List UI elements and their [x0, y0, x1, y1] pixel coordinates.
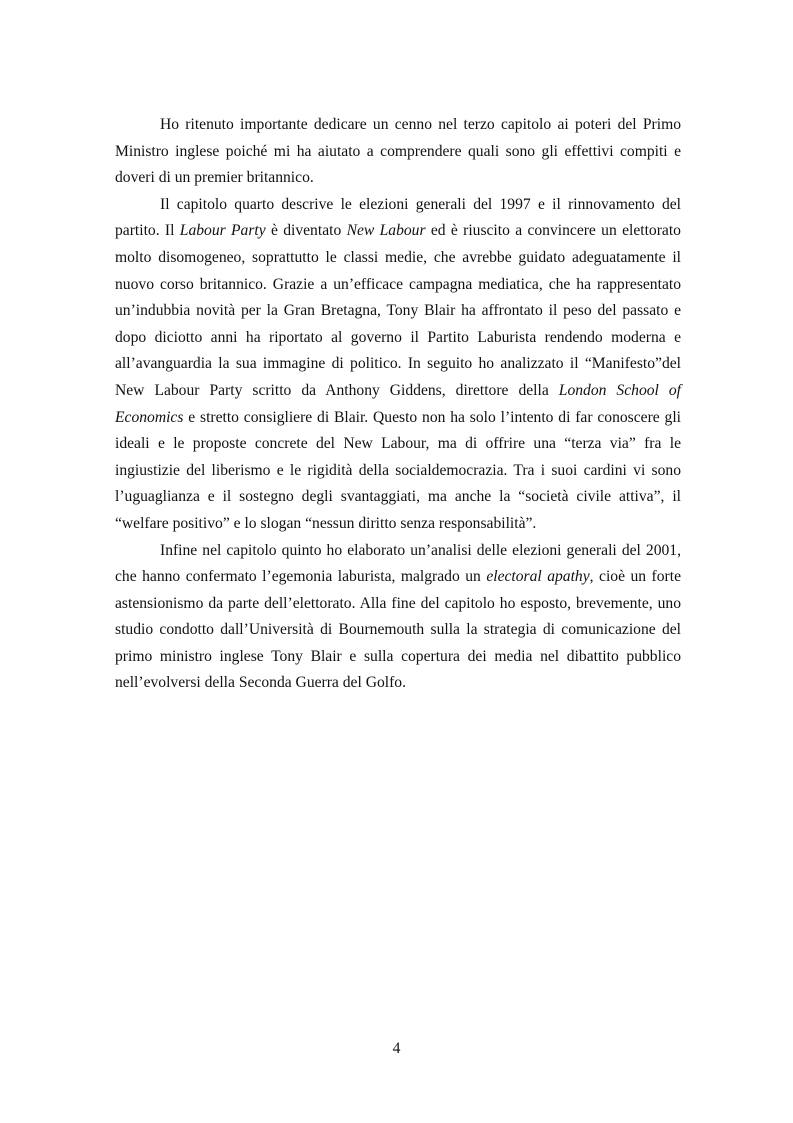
paragraph-text: Infine nel capitolo quinto ho elaborato un’analisi delle elezioni generali del 2001, che hanno confermato l’egemonia laburista, malgrado un — [115, 541, 681, 586]
italic-term: electoral apathy — [486, 568, 590, 586]
italic-term: London School of Economics — [115, 381, 682, 426]
italic-term: Labour Party — [179, 222, 266, 240]
paragraph-text: Ho ritenuto importante dedicare un cenno nel terzo capitolo ai poteri del Primo Ministro inglese poiché mi ha aiutato a comprendere quali sono gli effettivi compiti e doveri di un premier britannico. — [115, 116, 681, 187]
italic-term: New Labour — [346, 222, 426, 240]
paragraph-text: Il capitolo quarto descrive le elezioni generali del 1997 e il rinnovamento del partito. Il — [115, 195, 681, 240]
paragraph-text: è diventato — [265, 222, 347, 240]
paragraph-3 — [115, 538, 681, 698]
paragraph-text: e stretto consigliere di Blair. Questo non ha solo l’intento di far conoscere gli ideali e le proposte concrete del New Labour, ma di offrire una “terza via” fra le ingiustizie del liberismo e le rigidità della socialdemocrazia. Tra i suoi cardini vi sono l’uguaglianza e il sostegno degli svantaggiati, ma anche la “società civile attiva”, il “welfare positivo” e lo slogan “nessun diritto senza responsabilità”. — [115, 408, 681, 532]
paragraph-text: , cioè un forte astensionismo da parte dell’elettorato. Alla fine del capitolo ho esposto, brevemente, uno studio condotto dall’Università di Bournemouth sulla la strategia di comunicazione del primo ministro inglese Tony Blair e sulla copertura dei media nel dibattito pubblico nell’evolversi della Seconda Guerra del Golfo. — [115, 568, 681, 692]
page-number: 4 — [392, 1040, 401, 1057]
paragraph-1 — [115, 112, 681, 192]
body-text — [115, 112, 681, 697]
paragraph-text: ed è riuscito a convincere un elettorato molto disomogeneo, soprattutto le classi medie, che avrebbe guidato adeguatamente il nuovo corso britannico. Grazie a un’efficace campagna mediatica, che ha rappresentato un’indubbia novità per la Gran Bretagna, Tony Blair ha affrontato il peso del passato e dopo diciotto anni ha riportato al governo il Partito Laburista rendendo moderna e all’avanguardia la sua immagine di politico. In seguito ho analizzato il “Manifesto”del New Labour Party scritto da Anthony Giddens, direttore della — [115, 222, 681, 399]
paragraph-2 — [115, 192, 681, 538]
